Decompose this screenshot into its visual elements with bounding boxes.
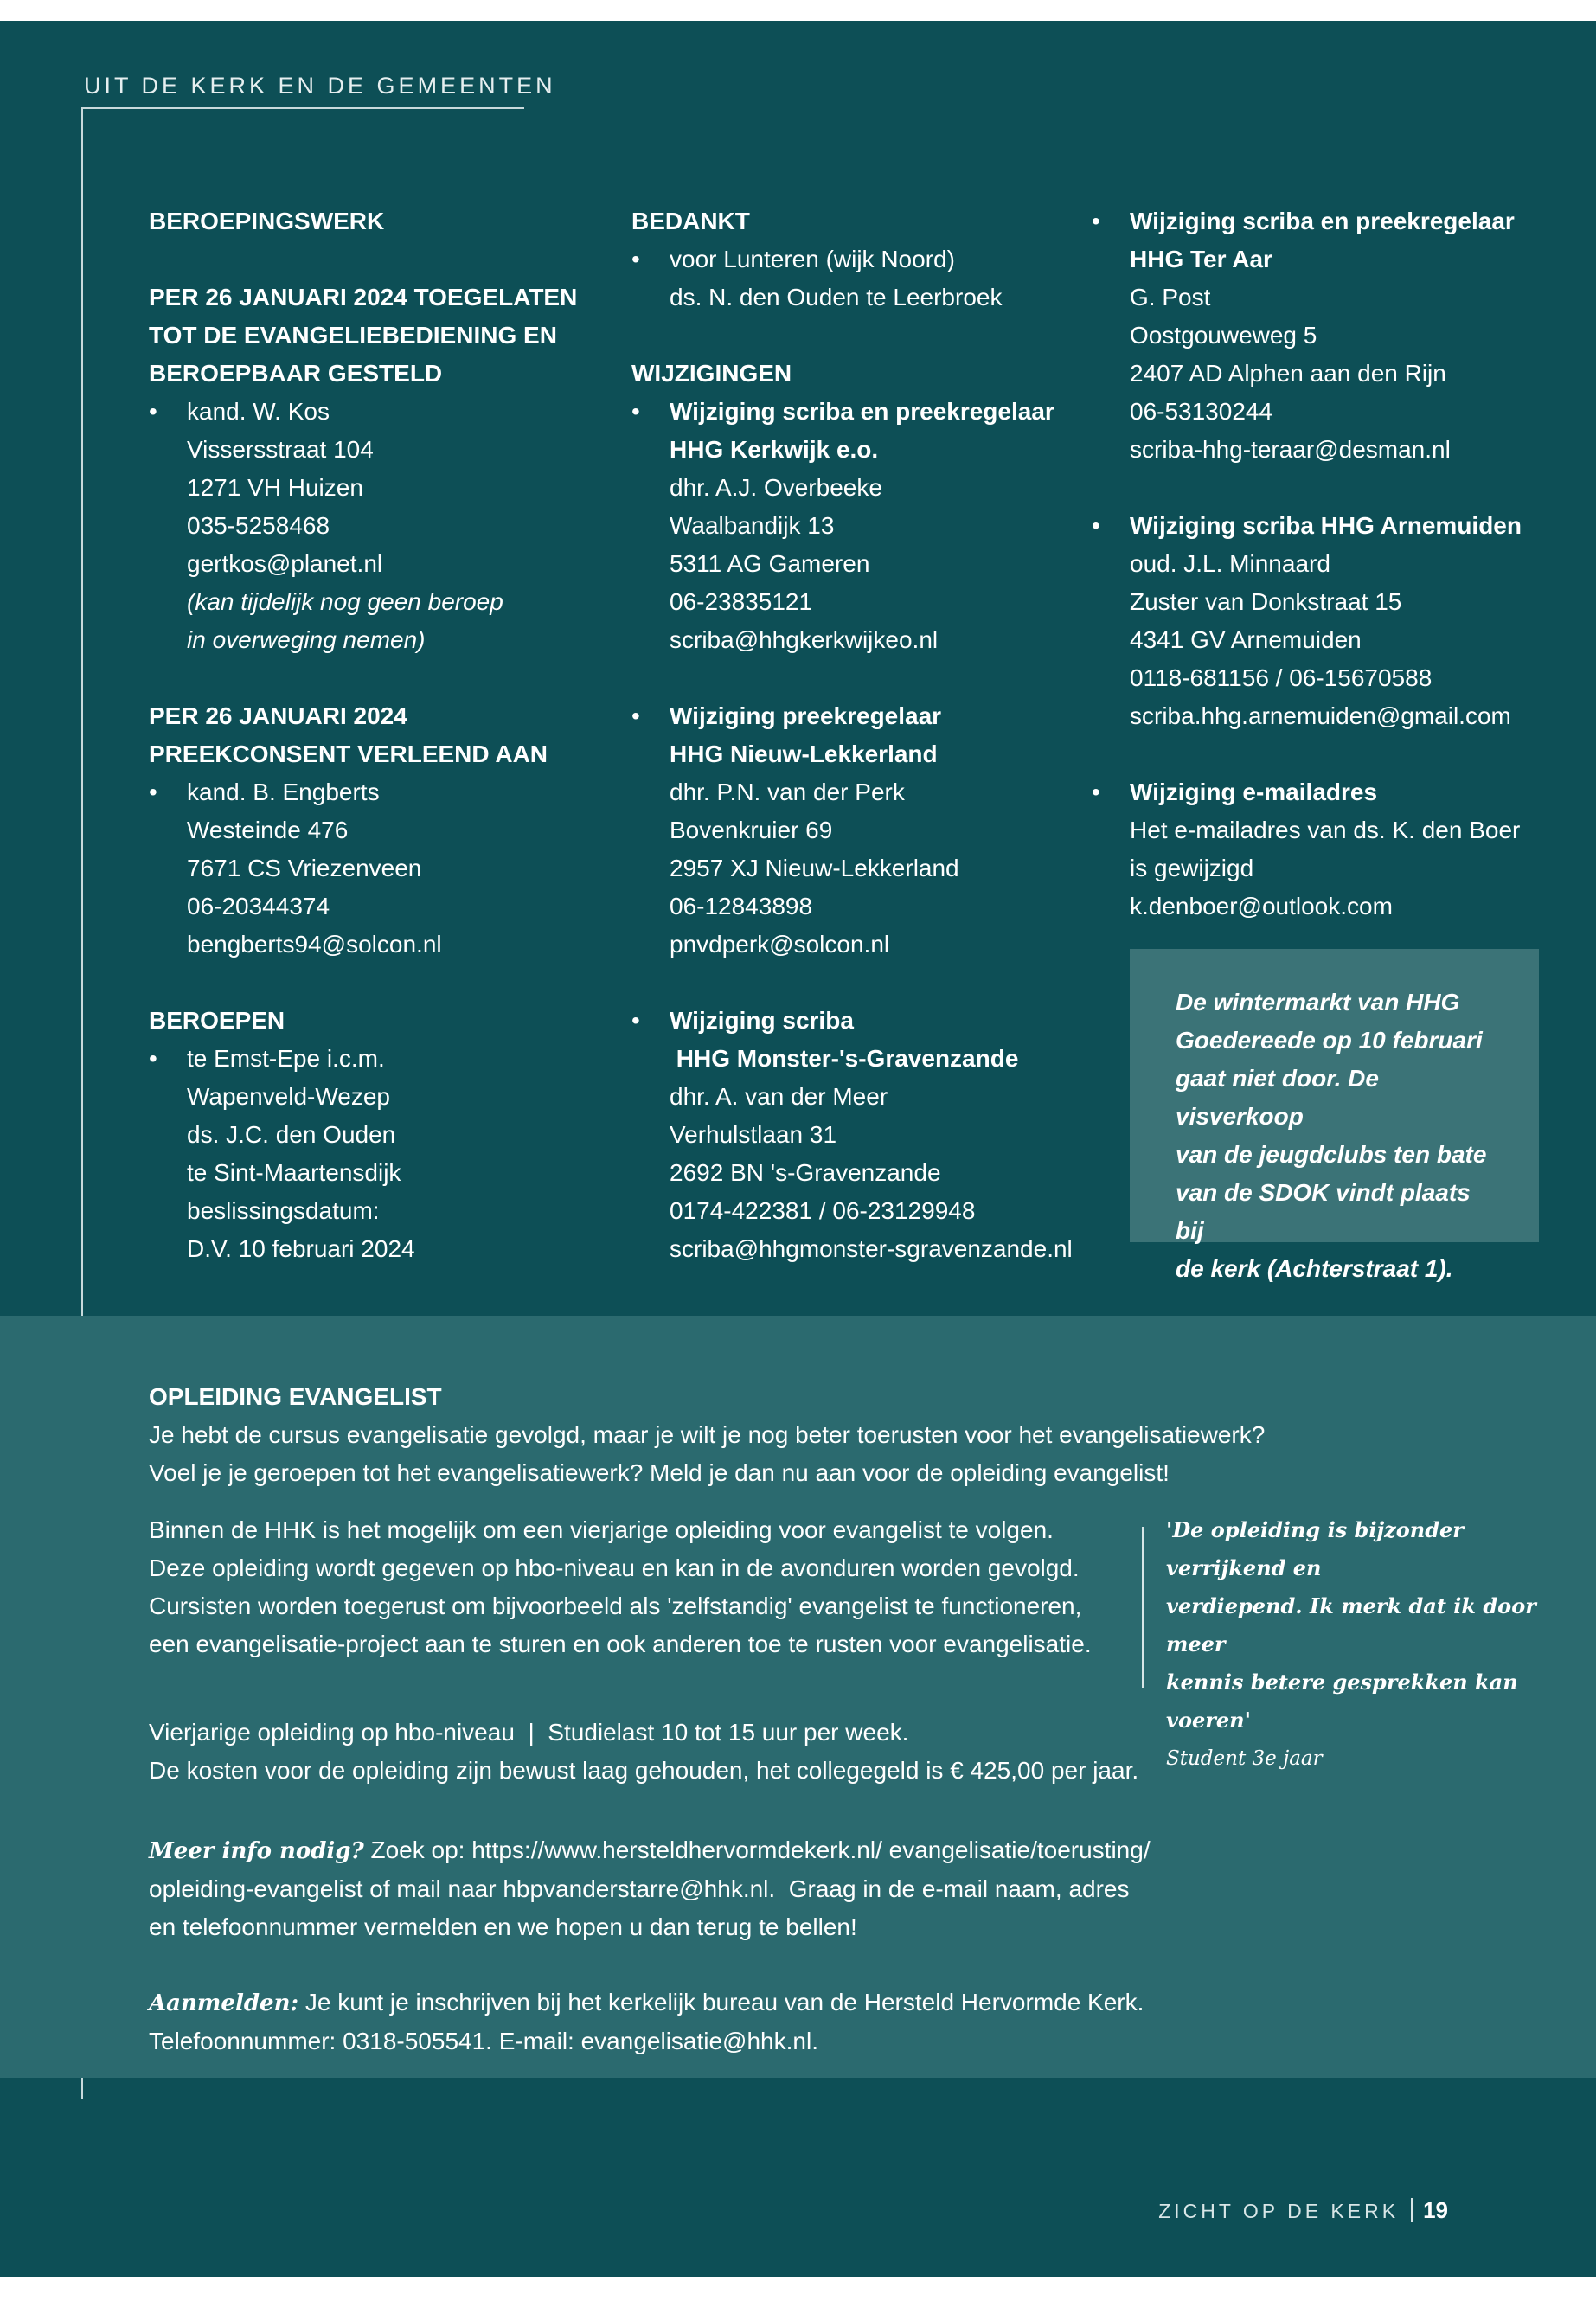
- quote-line: kennis betere gesprekken kan voeren': [1166, 1670, 1518, 1733]
- item-line: Wapenveld-Wezep: [187, 1083, 391, 1110]
- intro-line: Je hebt de cursus evangelisatie gevolgd, maar je wilt je nog beter toerusten voor het evangelisatiewerk?: [149, 1421, 1266, 1448]
- item-line: Vissersstraat 104: [187, 436, 374, 463]
- facts-line: De kosten voor de opleiding zijn bewust laag gehouden, het collegegeld is € 425,00 per jaar.: [149, 1757, 1139, 1784]
- info-link[interactable]: Zoek op: https://www.hersteldhervormdekerk.nl/ evangelisatie/toerusting/: [363, 1836, 1151, 1863]
- item-title: Wijziging e-mailadres: [1130, 779, 1378, 805]
- item-note: in overweging nemen): [187, 626, 426, 653]
- band-more-info: [149, 1831, 1446, 1946]
- item-line: Oostgouweweg 5: [1130, 322, 1317, 349]
- bullet: •: [149, 779, 157, 805]
- email-link[interactable]: scriba.hhg.arnemuiden@gmail.com: [1130, 702, 1511, 729]
- register-contact[interactable]: Telefoonnummer: 0318-505541. E-mail: evangelisatie@hhk.nl.: [149, 2028, 818, 2054]
- item-line: 7671 CS Vriezenveen: [187, 855, 422, 881]
- magazine-page: [0, 21, 1596, 2277]
- item-line: te Emst-Epe i.c.m.: [187, 1045, 385, 1072]
- email-link[interactable]: scriba@hhgkerkwijkeo.nl: [670, 626, 939, 653]
- item-note: (kan tijdelijk nog geen beroep: [187, 588, 503, 615]
- callout-line: de kerk (Achterstraat 1).: [1176, 1255, 1453, 1282]
- paragraph-line: Cursisten worden toegerust om bijvoorbeeld als 'zelfstandig' evangelist te functioneren,: [149, 1593, 1082, 1619]
- item-line: beslissingsdatum:: [187, 1197, 380, 1224]
- email-link[interactable]: gertkos@planet.nl: [187, 550, 383, 577]
- item-line: G. Post: [1130, 284, 1211, 311]
- intro-line: Voel je je geroepen tot het evangelisatiewerk? Meld je dan nu aan voor de opleiding evangelist!: [149, 1459, 1170, 1486]
- magazine-name: ZICHT OP DE KERK: [1158, 2200, 1400, 2222]
- item-line: Bovenkruier 69: [670, 817, 833, 843]
- quote-line: 'De opleiding is bijzonder verrijkend en: [1166, 1517, 1464, 1580]
- item-title: Wijziging preekregelaar: [670, 702, 942, 729]
- column-beroepingswerk: [149, 202, 599, 1268]
- email-link[interactable]: k.denboer@outlook.com: [1130, 893, 1393, 920]
- item-line: Het e-mailadres van ds. K. den Boer: [1130, 817, 1521, 843]
- item-line: Waalbandijk 13: [670, 512, 835, 539]
- heading-line: PER 26 JANUARI 2024: [149, 702, 407, 729]
- list-item-kerkwijk: [631, 393, 1099, 659]
- callout-line: van de jeugdclubs ten bate: [1176, 1141, 1487, 1168]
- heading-beroepen: BEROEPEN: [149, 1007, 285, 1034]
- facts-line: Vierjarige opleiding op hbo-niveau | Studielast 10 tot 15 uur per week.: [149, 1719, 909, 1746]
- item-title: Wijziging scriba HHG Arnemuiden: [1130, 512, 1522, 539]
- item-line: 06-53130244: [1130, 398, 1273, 425]
- bullet: •: [149, 398, 157, 425]
- item-line: Verhulstlaan 31: [670, 1121, 837, 1148]
- item-line: Zuster van Donkstraat 15: [1130, 588, 1402, 615]
- item-title: HHG Kerkwijk e.o.: [670, 436, 879, 463]
- callout-line: Goedereede op 10 februari: [1176, 1027, 1483, 1054]
- callout-line: van de SDOK vindt plaats bij: [1176, 1179, 1471, 1244]
- register-lead: Aanmelden:: [149, 1990, 299, 2016]
- heading-line: PER 26 JANUARI 2024 TOEGELATEN: [149, 284, 578, 311]
- item-title: Wijziging scriba: [670, 1007, 854, 1034]
- info-lead: Meer info nodig?: [149, 1838, 364, 1864]
- email-link[interactable]: bengberts94@solcon.nl: [187, 931, 442, 958]
- page-footer: [1158, 2197, 1448, 2224]
- heading-beroepingswerk: BEROEPINGSWERK: [149, 208, 385, 234]
- section-title: UIT DE KERK EN DE GEMEENTEN: [84, 73, 556, 99]
- item-title: HHG Ter Aar: [1130, 246, 1272, 272]
- bullet: •: [1092, 208, 1100, 234]
- header-underline: [81, 107, 524, 109]
- info-line: en telefoonnummer vermelden en we hopen u dan terug te bellen!: [149, 1913, 857, 1940]
- info-line: opleiding-evangelist of mail naar hbpvanderstarre@hhk.nl. Graag in de e-mail naam, adres: [149, 1875, 1130, 1902]
- quote-line: verdiepend. Ik merk dat ik door meer: [1166, 1593, 1536, 1657]
- item-line: D.V. 10 februari 2024: [187, 1235, 415, 1262]
- email-link[interactable]: scriba@hhgmonster-sgravenzande.nl: [670, 1235, 1073, 1262]
- item-line: ds. N. den Ouden te Leerbroek: [670, 284, 1003, 311]
- item-line: 2692 BN 's-Gravenzande: [670, 1159, 941, 1186]
- item-line: 06-23835121: [670, 588, 813, 615]
- column-wijzigingen-2: [1092, 202, 1559, 926]
- paragraph-line: Binnen de HHK is het mogelijk om een vierjarige opleiding voor evangelist te volgen.: [149, 1516, 1054, 1543]
- announcement-callout: [1130, 949, 1539, 1282]
- list-item-monster: [631, 1002, 1099, 1268]
- heading-line: TOT DE EVANGELIEBEDIENING EN: [149, 322, 557, 349]
- paragraph-line: Deze opleiding wordt gegeven op hbo-niveau en kan in de avonduren worden gevolgd.: [149, 1554, 1080, 1581]
- band-intro: [149, 1378, 1360, 1492]
- item-line: 0174-422381 / 06-23129948: [670, 1197, 976, 1224]
- bullet: •: [149, 1045, 157, 1072]
- list-item-arnemuiden: [1092, 507, 1559, 735]
- quote-divider: [1142, 1527, 1144, 1688]
- list-item-bedankt: [631, 240, 1099, 317]
- footer-divider: [1411, 2198, 1413, 2222]
- item-line: ds. J.C. den Ouden: [187, 1121, 396, 1148]
- column-bedankt-wijzigingen: [631, 202, 1099, 1268]
- item-line: 2957 XJ Nieuw-Lekkerland: [670, 855, 959, 881]
- bullet: •: [631, 702, 640, 729]
- paragraph-line: een evangelisatie-project aan te sturen en ook anderen toe te rusten voor evangelisatie.: [149, 1631, 1092, 1657]
- item-line: 06-20344374: [187, 893, 330, 920]
- opleiding-evangelist-section: [0, 1316, 1596, 2078]
- band-register: [149, 1984, 1446, 2061]
- item-line: dhr. A. van der Meer: [670, 1083, 888, 1110]
- page-number: 19: [1423, 2197, 1448, 2223]
- list-item-engberts: [149, 773, 599, 964]
- heading-bedankt: BEDANKT: [631, 208, 750, 234]
- bullet: •: [631, 1007, 640, 1034]
- item-line: kand. B. Engberts: [187, 779, 380, 805]
- register-line: Je kunt je inschrijven bij het kerkelijk bureau van de Hersteld Hervormde Kerk.: [298, 1989, 1144, 2016]
- item-title: Wijziging scriba en preekregelaar: [670, 398, 1054, 425]
- band-title: OPLEIDING EVANGELIST: [149, 1383, 442, 1410]
- email-link[interactable]: scriba-hhg-teraar@desman.nl: [1130, 436, 1451, 463]
- heading-wijzigingen: WIJZIGINGEN: [631, 360, 792, 387]
- bullet: •: [1092, 512, 1100, 539]
- item-line: 035-5258468: [187, 512, 330, 539]
- bullet: •: [631, 246, 640, 272]
- heading-toegelaten: [149, 279, 599, 393]
- item-title: Wijziging scriba en preekregelaar: [1130, 208, 1515, 234]
- item-title: HHG Monster-'s-Gravenzande: [670, 1045, 1019, 1072]
- list-item-email-change: [1092, 773, 1559, 926]
- callout-line: gaat niet door. De visverkoop: [1176, 1065, 1379, 1130]
- item-line: 4341 GV Arnemuiden: [1130, 626, 1362, 653]
- item-title: HHG Nieuw-Lekkerland: [670, 740, 938, 767]
- list-item-kos: [149, 393, 599, 659]
- list-item-teraar: [1092, 202, 1559, 469]
- item-line: Westeinde 476: [187, 817, 349, 843]
- item-line: dhr. P.N. van der Perk: [670, 779, 905, 805]
- item-line: 5311 AG Gameren: [670, 550, 870, 577]
- heading-line: PREEKCONSENT VERLEEND AAN: [149, 740, 548, 767]
- quote-attribution: Student 3e jaar: [1166, 1747, 1323, 1770]
- email-link[interactable]: pnvdperk@solcon.nl: [670, 931, 890, 958]
- item-line: oud. J.L. Minnaard: [1130, 550, 1330, 577]
- item-line: voor Lunteren (wijk Noord): [670, 246, 955, 272]
- item-line: 2407 AD Alphen aan den Rijn: [1130, 360, 1446, 387]
- bullet: •: [1092, 779, 1100, 805]
- bullet: •: [631, 398, 640, 425]
- item-line: is gewijzigd: [1130, 855, 1254, 881]
- band-facts: [149, 1714, 1446, 1790]
- item-line: 1271 VH Huizen: [187, 474, 363, 501]
- heading-line: BEROEPBAAR GESTELD: [149, 360, 443, 387]
- list-item-beroep: [149, 1040, 599, 1268]
- list-item-lekkerland: [631, 697, 1099, 964]
- item-line: 06-12843898: [670, 893, 813, 920]
- heading-preekconsent: [149, 697, 599, 773]
- band-paragraph: [149, 1511, 1118, 1663]
- item-line: 0118-681156 / 06-15670588: [1130, 664, 1433, 691]
- item-line: dhr. A.J. Overbeeke: [670, 474, 882, 501]
- item-line: kand. W. Kos: [187, 398, 330, 425]
- callout-line: De wintermarkt van HHG: [1176, 989, 1460, 1016]
- item-line: te Sint-Maartensdijk: [187, 1159, 401, 1186]
